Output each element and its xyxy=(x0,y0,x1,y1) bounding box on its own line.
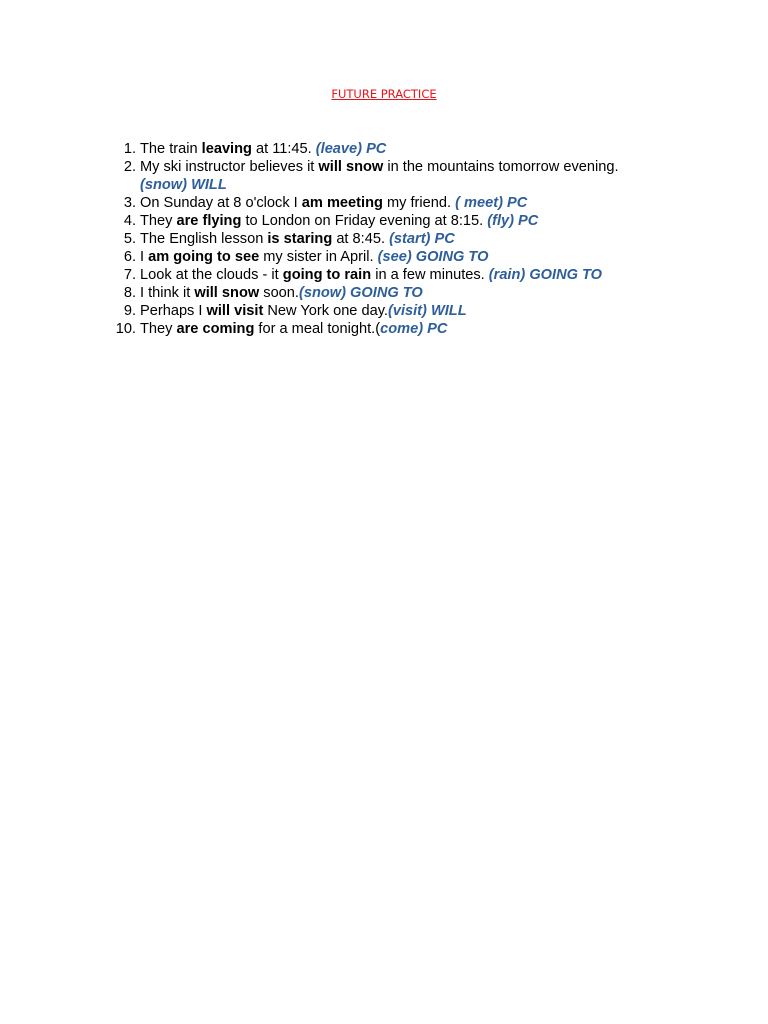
item-number: 2. xyxy=(123,159,136,175)
item-text: my sister in April. xyxy=(259,249,378,265)
list-item xyxy=(108,212,668,230)
item-text: My ski instructor believes it xyxy=(140,159,319,175)
item-text: for a meal tonight.( xyxy=(254,321,381,337)
item-text: my friend. xyxy=(382,195,456,211)
item-text: The train xyxy=(140,141,202,157)
item-number: 1. xyxy=(123,141,136,157)
item-number: 10. xyxy=(115,321,136,337)
item-text: Look at the clouds - it xyxy=(140,267,283,283)
item-number: 9. xyxy=(123,303,136,319)
item-hint: (rain) GOING TO xyxy=(488,267,603,283)
item-answer-verb: will snow xyxy=(194,285,260,301)
item-number: 4. xyxy=(123,213,136,229)
item-text: They xyxy=(140,213,177,229)
item-text: at 8:45. xyxy=(332,231,390,247)
item-text: They xyxy=(140,321,177,337)
item-answer-verb: will visit xyxy=(206,303,264,319)
item-answer-verb: leaving xyxy=(201,141,252,157)
item-answer-verb: will snow xyxy=(318,159,384,175)
item-answer-verb: am going to see xyxy=(148,249,260,265)
item-answer-verb: going to rain xyxy=(282,267,372,283)
item-number: 6. xyxy=(123,249,136,265)
item-text: I think it xyxy=(140,285,195,301)
item-text: I xyxy=(140,249,149,265)
page-title: FUTURE PRACTICE xyxy=(331,87,437,101)
item-hint: (snow) GOING TO xyxy=(298,285,423,301)
item-hint: (fly) PC xyxy=(487,213,539,229)
item-answer-verb: are coming xyxy=(176,321,255,337)
item-text: in the mountains tomorrow evening. xyxy=(383,159,619,175)
exercise-list xyxy=(108,140,668,338)
item-number: 7. xyxy=(123,267,136,283)
list-item xyxy=(108,140,668,158)
item-hint: ( meet) PC xyxy=(455,195,528,211)
list-item xyxy=(108,248,668,266)
item-number: 5. xyxy=(123,231,136,247)
item-text: The English lesson xyxy=(140,231,268,247)
item-answer-verb: am meeting xyxy=(301,195,383,211)
item-hint: come) PC xyxy=(380,321,448,337)
list-item xyxy=(108,266,668,284)
item-answer-verb: is staring xyxy=(267,231,333,247)
item-text: soon. xyxy=(259,285,299,301)
item-hint: (start) PC xyxy=(389,231,455,247)
item-hint: (leave) PC xyxy=(315,141,387,157)
list-item xyxy=(108,302,668,320)
list-item xyxy=(108,230,668,248)
item-text: New York one day. xyxy=(263,303,388,319)
item-number: 8. xyxy=(123,285,136,301)
item-answer-verb: are flying xyxy=(176,213,242,229)
item-number: 3. xyxy=(123,195,136,211)
list-item xyxy=(108,284,668,302)
item-hint: (see) GOING TO xyxy=(377,249,489,265)
item-text: On Sunday at 8 o'clock I xyxy=(140,195,302,211)
item-text: to London on Friday evening at 8:15. xyxy=(241,213,488,229)
item-text: in a few minutes. xyxy=(371,267,489,283)
list-item xyxy=(108,194,668,212)
item-text: at 11:45. xyxy=(251,141,316,157)
item-text: Perhaps I xyxy=(140,303,207,319)
list-item xyxy=(108,158,668,194)
item-hint: (snow) WILL xyxy=(140,177,227,193)
item-hint: (visit) WILL xyxy=(387,303,467,319)
list-item xyxy=(108,320,668,338)
